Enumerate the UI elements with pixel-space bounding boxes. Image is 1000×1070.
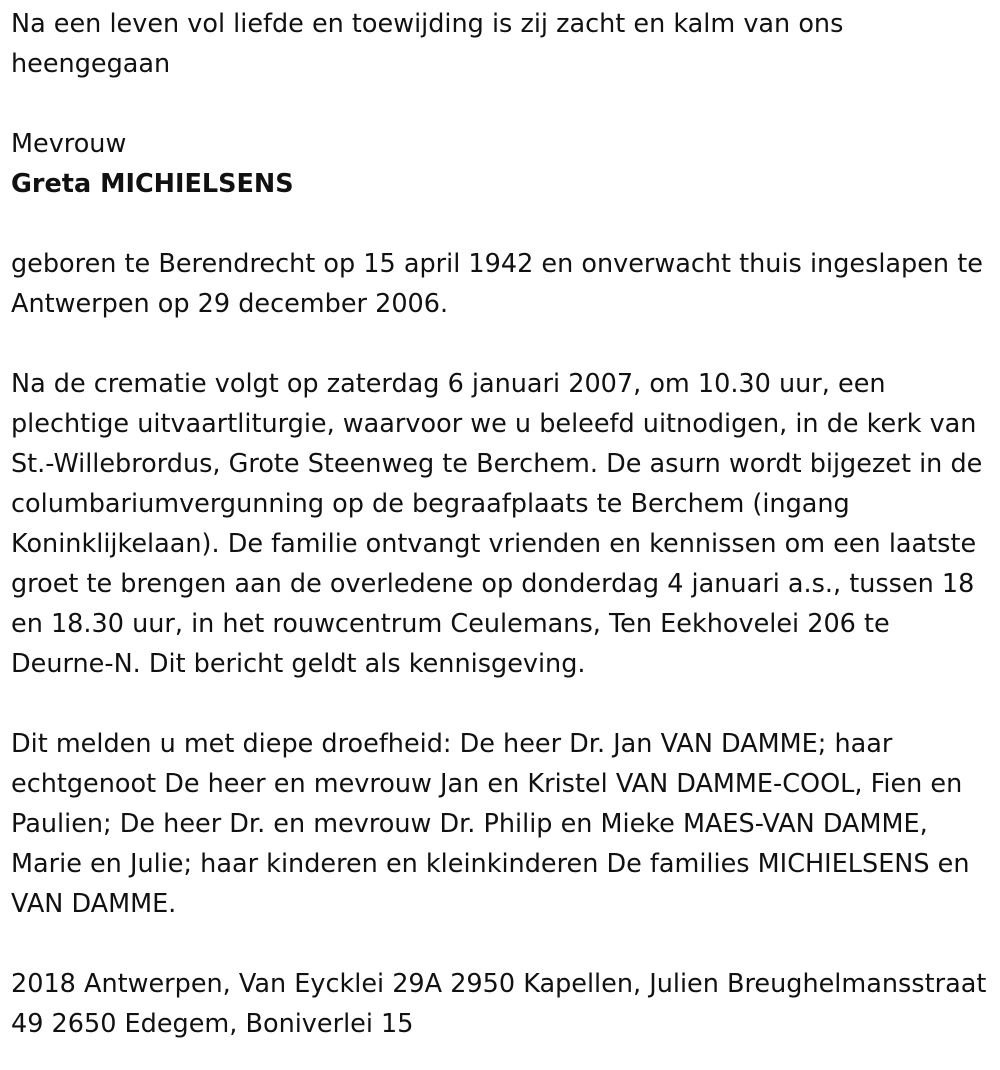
spacer [11,684,991,724]
spacer [11,204,991,244]
obituary-notice [11,4,991,1044]
family-text: Dit melden u met diepe droefheid: De heer Dr. Jan VAN DAMME; haar echtgenoot De heer en mevrouw Jan en Kristel VAN DAMME-COOL, Fien en Paulien; De heer Dr. en mevrouw Dr. Philip en Mieke MAES-VAN DAMME, Marie en Julie; haar kinderen en kleinkinderen De families MICHIELSENS en VAN DAMME. [11,729,970,919]
spacer [11,324,991,364]
deceased-name: Greta MICHIELSENS [11,169,294,199]
spacer [11,84,991,124]
addresses-text: 2018 Antwerpen, Van Eycklei 29A 2950 Kapellen, Julien Breughelmansstraat 49 2650 Edegem, Boniverlei 15 [11,969,987,1039]
salutation: Mevrouw [11,129,127,159]
ceremony-text: Na de crematie volgt op zaterdag 6 januari 2007, om 10.30 uur, een plechtige uitvaartliturgie, waarvoor we u beleefd uitnodigen, in de kerk van St.-Willebrordus, Grote Steenweg te Berchem. De asurn wordt bijgezet in de columbariumvergunning op de begraafplaats te Berchem (ingang Koninklijkelaan). De familie ontvangt vrienden en kennissen om een laatste groet te brengen aan de overledene op donderdag 4 januari a.s., tussen 18 en 18.30 uur, in het rouwcentrum Ceulemans, Ten Eekhovelei 206 te Deurne-N. Dit bericht geldt als kennisgeving. [11,369,983,679]
birth-death-text: geboren te Berendrecht op 15 april 1942 en onverwacht thuis ingeslapen te Antwerpen op 29 december 2006. [11,249,983,319]
intro-text: Na een leven vol liefde en toewijding is zij zacht en kalm van ons heengegaan [11,9,844,79]
spacer [11,924,991,964]
